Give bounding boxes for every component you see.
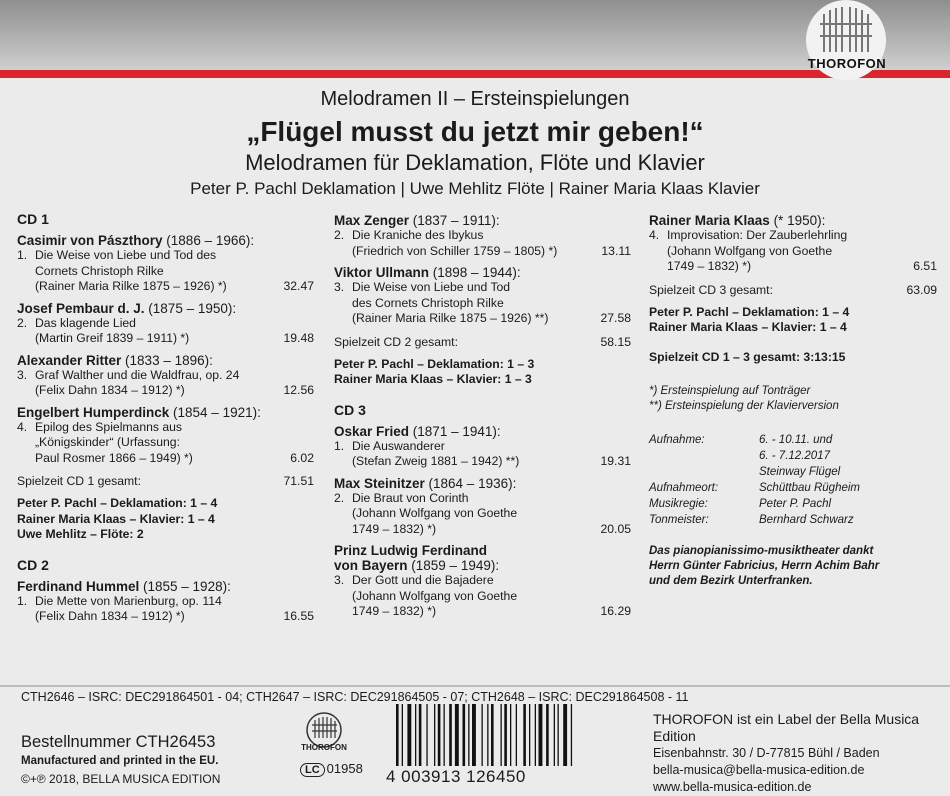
cd1-total <box>17 474 314 488</box>
cd1-heading: CD 1 <box>17 211 49 227</box>
track-duration: 20.05 <box>600 521 631 536</box>
label-line: www.bella-musica-edition.de <box>653 780 812 794</box>
track-item <box>17 248 314 295</box>
track-number: 3. <box>334 573 345 587</box>
track-item <box>17 316 314 347</box>
composer-name: Casimir von Pászthory <box>17 233 163 248</box>
label-info <box>653 711 950 796</box>
composer-years: (1875 – 1950): <box>144 300 237 316</box>
credit-line: Peter P. Pachl – Deklamation: 1 – 4 <box>17 496 218 510</box>
composer-name: Max Steinitzer <box>334 475 425 491</box>
barcode-digits: 4 003913 126450 <box>386 767 526 786</box>
track-number: 1. <box>334 438 345 453</box>
track-line: Cornets Christoph Rilke <box>35 263 164 278</box>
composer-years: (1886 – 1966): <box>162 233 255 248</box>
composer-heading <box>334 543 631 573</box>
label-line: bella-musica@bella-musica-edition.de <box>653 763 865 777</box>
thanks-line: Das pianopianissimo-musiktheater dankt <box>649 544 874 557</box>
credit-line: Uwe Mehlitz – Flöte: 2 <box>17 527 144 541</box>
composer-name: Engelbert Humperdinck <box>17 404 170 420</box>
composer-heading <box>17 405 314 420</box>
composer-name: Rainer Maria Klaas <box>649 213 770 228</box>
track-line: Improvisation: Der Zauberlehrling <box>667 228 848 242</box>
grand-total: Spielzeit CD 1 – 3 gesamt: 3:13:15 <box>649 349 846 364</box>
track-line: Der Gott und die Bajadere <box>352 573 494 587</box>
composer-name: Josef Pembaur d. J. <box>17 300 145 316</box>
track-item <box>334 439 631 470</box>
thorofon-logo <box>800 0 892 90</box>
track-number: 4. <box>17 419 28 434</box>
composer-name: Alexander Ritter <box>17 352 122 368</box>
track-line: (Rainer Maria Rilke 1875 – 1926) *) <box>35 279 227 293</box>
total-duration: 63.09 <box>906 282 937 297</box>
composer-years: (* 1950): <box>769 213 826 228</box>
composer-heading <box>334 213 631 228</box>
track-item <box>334 228 631 259</box>
composer-name-cont: von Bayern <box>334 558 408 573</box>
track-line: (Friedrich von Schiller 1759 – 1805) *) <box>352 243 558 258</box>
lc-number: 01958 <box>326 761 363 776</box>
composer-heading <box>649 213 937 228</box>
track-item <box>17 368 314 399</box>
track-line: Graf Walther und die Waldfrau, op. 24 <box>35 367 240 382</box>
recording-info <box>649 432 937 528</box>
composer-heading <box>17 233 314 248</box>
track-line: 1749 – 1832) *) <box>667 259 752 273</box>
cd2-heading: CD 2 <box>17 556 49 573</box>
track-item <box>649 228 937 275</box>
composer-name: Max Zenger <box>334 213 410 228</box>
tracklist-column-2 <box>334 209 631 626</box>
total-label: Spielzeit CD 1 gesamt: <box>17 474 141 488</box>
track-duration: 32.47 <box>283 279 314 293</box>
performers-line: Peter P. Pachl Deklamation | Uwe Mehlitz Flöte | Rainer Maria Klaas Klavier <box>190 179 760 198</box>
album-title: „Flügel musst du jetzt mir geben!“ <box>246 116 704 147</box>
track-number: 1. <box>17 593 28 608</box>
footnote: *) Ersteinspielung auf Tonträger <box>649 384 811 397</box>
total-duration: 71.51 <box>283 474 314 488</box>
info-label: Musikregie: <box>649 497 708 510</box>
track-line: 1749 – 1832) *) <box>352 521 437 536</box>
cd3-total <box>649 283 937 297</box>
track-line: Die Braut von Corinth <box>352 490 469 505</box>
composer-heading <box>17 579 314 594</box>
composer-heading <box>334 424 631 439</box>
footer-divider <box>0 685 950 687</box>
track-duration: 6.51 <box>913 259 937 273</box>
label-code <box>300 761 363 777</box>
track-line: Die Weise von Liebe und Tod <box>352 280 511 294</box>
track-duration: 6.02 <box>290 450 314 465</box>
composer-name: Oskar Fried <box>334 423 410 439</box>
total-label: Spielzeit CD 3 gesamt: <box>649 282 773 297</box>
tracklist-column-1 <box>17 209 314 631</box>
acknowledgement <box>649 544 937 589</box>
credit-line: Rainer Maria Klaas – Klavier: 1 – 3 <box>334 372 532 386</box>
info-value: Peter P. Pachl <box>759 497 832 510</box>
track-number: 2. <box>17 315 28 330</box>
track-line: Die Mette von Marienburg, op. 114 <box>35 593 222 608</box>
composer-heading <box>334 476 631 491</box>
track-item <box>334 280 631 327</box>
composer-years: (1833 – 1896): <box>121 352 213 368</box>
track-line: 1749 – 1832) *) <box>352 604 437 618</box>
barcode-icon <box>390 704 630 774</box>
track-line: (Johann Wolfgang von Goethe <box>352 588 518 603</box>
total-duration: 58.15 <box>600 334 631 349</box>
footnote: **) Ersteinspielung der Klavierversion <box>649 399 839 412</box>
info-value: Schüttbau Rügheim <box>759 481 861 494</box>
track-number: 3. <box>334 280 345 294</box>
composer-years: (1859 – 1949): <box>407 558 500 573</box>
track-number: 4. <box>649 228 660 242</box>
small-logo-wordmark: THOROFON <box>301 743 347 752</box>
track-line: Die Kraniche des Ibykus <box>352 228 484 242</box>
total-label: Spielzeit CD 2 gesamt: <box>334 334 458 349</box>
composer-heading <box>334 265 631 280</box>
track-line: (Felix Dahn 1834 – 1912) *) <box>35 383 185 397</box>
info-label: Aufnahmeort: <box>649 481 719 494</box>
credit-line: Rainer Maria Klaas – Klavier: 1 – 4 <box>649 320 847 334</box>
info-value: 6. - 7.12.2017 <box>759 449 830 462</box>
info-label: Tonmeister: <box>649 513 709 526</box>
composer-years: (1854 – 1921): <box>169 404 261 420</box>
track-duration: 16.55 <box>283 609 314 623</box>
track-line: des Cornets Christoph Rilke <box>352 295 504 310</box>
cd3-heading: CD 3 <box>334 401 366 418</box>
track-number: 1. <box>17 248 28 262</box>
track-item <box>17 420 314 467</box>
label-line: THOROFON ist ein Label der Bella Musica Edition <box>653 711 920 744</box>
composer-name: Viktor Ullmann <box>334 265 430 280</box>
track-duration: 13.11 <box>601 243 631 258</box>
track-duration: 12.56 <box>283 383 314 397</box>
track-line: Epilog des Spielmanns aus <box>35 419 183 434</box>
track-line: „Königskinder“ (Urfassung: <box>35 435 180 449</box>
credit-line: Peter P. Pachl – Deklamation: 1 – 3 <box>334 356 535 371</box>
track-duration: 27.58 <box>600 311 631 325</box>
info-value: Steinway Flügel <box>759 465 841 478</box>
track-number: 3. <box>17 367 28 382</box>
logo-wordmark: THOROFON <box>807 56 887 71</box>
track-number: 2. <box>334 228 345 242</box>
track-line: (Johann Wolfgang von Goethe <box>352 506 518 520</box>
track-item <box>334 573 631 620</box>
cd2-total <box>334 335 631 349</box>
composer-years: (1898 – 1944): <box>429 265 521 280</box>
track-line: Paul Rosmer 1866 – 1949) *) <box>35 450 193 465</box>
track-line: Die Auswanderer <box>352 438 445 453</box>
track-duration: 19.31 <box>600 454 631 468</box>
track-line: Die Weise von Liebe und Tod des <box>35 248 217 262</box>
track-line: (Rainer Maria Rilke 1875 – 1926) **) <box>352 311 549 325</box>
lc-badge: LC <box>300 763 325 777</box>
cd1-credits <box>17 496 314 543</box>
copyright: ©+℗ 2018, BELLA MUSICA EDITION <box>21 772 221 786</box>
thanks-line: und dem Bezirk Unterfranken. <box>649 574 813 587</box>
series-title: Melodramen II – Ersteinspielungen <box>320 88 630 110</box>
track-line: (Felix Dahn 1834 – 1912) *) <box>35 609 185 623</box>
credit-line: Rainer Maria Klaas – Klavier: 1 – 4 <box>17 511 215 526</box>
composer-years: (1871 – 1941): <box>409 423 501 439</box>
track-number: 2. <box>334 490 345 505</box>
manufacture-note: Manufactured and printed in the EU. <box>21 755 219 767</box>
info-value: Bernhard Schwarz <box>759 513 854 526</box>
thanks-line: Herrn Günter Fabricius, Herrn Achim Bahr <box>649 559 880 572</box>
cd2-credits <box>334 357 631 388</box>
credit-line: Peter P. Pachl – Deklamation: 1 – 4 <box>649 304 850 319</box>
track-line: (Johann Wolfgang von Goethe <box>667 243 833 258</box>
track-duration: 19.48 <box>283 331 314 345</box>
composer-years: (1864 – 1936): <box>424 475 517 491</box>
order-number: Bestellnummer CTH26453 <box>21 733 216 751</box>
info-label: Aufnahme: <box>649 433 705 446</box>
track-item <box>17 594 314 625</box>
cd3-credits <box>649 305 937 336</box>
track-line: (Stefan Zweig 1881 – 1942) **) <box>352 454 520 468</box>
composer-years: (1837 – 1911): <box>409 213 500 228</box>
track-line: (Martin Greif 1839 – 1911) *) <box>35 331 190 345</box>
info-value: 6. - 10.11. und <box>759 433 833 446</box>
composer-name: Prinz Ludwig Ferdinand <box>334 543 487 558</box>
footnotes <box>649 384 937 414</box>
album-subtitle: Melodramen für Deklamation, Flöte und Klavier <box>245 150 705 175</box>
track-duration: 16.29 <box>600 604 631 618</box>
composer-heading <box>17 353 314 368</box>
label-line: Eisenbahnstr. 30 / D-77815 Bühl / Baden <box>653 746 880 760</box>
composer-heading <box>17 301 314 316</box>
composer-years: (1855 – 1928): <box>139 578 231 594</box>
track-item <box>334 491 631 538</box>
composer-name: Ferdinand Hummel <box>17 578 140 594</box>
track-line: Das klagende Lied <box>35 315 136 330</box>
isrc-codes: CTH2646 – ISRC: DEC291864501 - 04; CTH2647 – ISRC: DEC291864505 - 07; CTH2648 – ISRC: DEC291864508 - 11 <box>21 690 689 704</box>
tracklist-column-3 <box>649 209 937 589</box>
